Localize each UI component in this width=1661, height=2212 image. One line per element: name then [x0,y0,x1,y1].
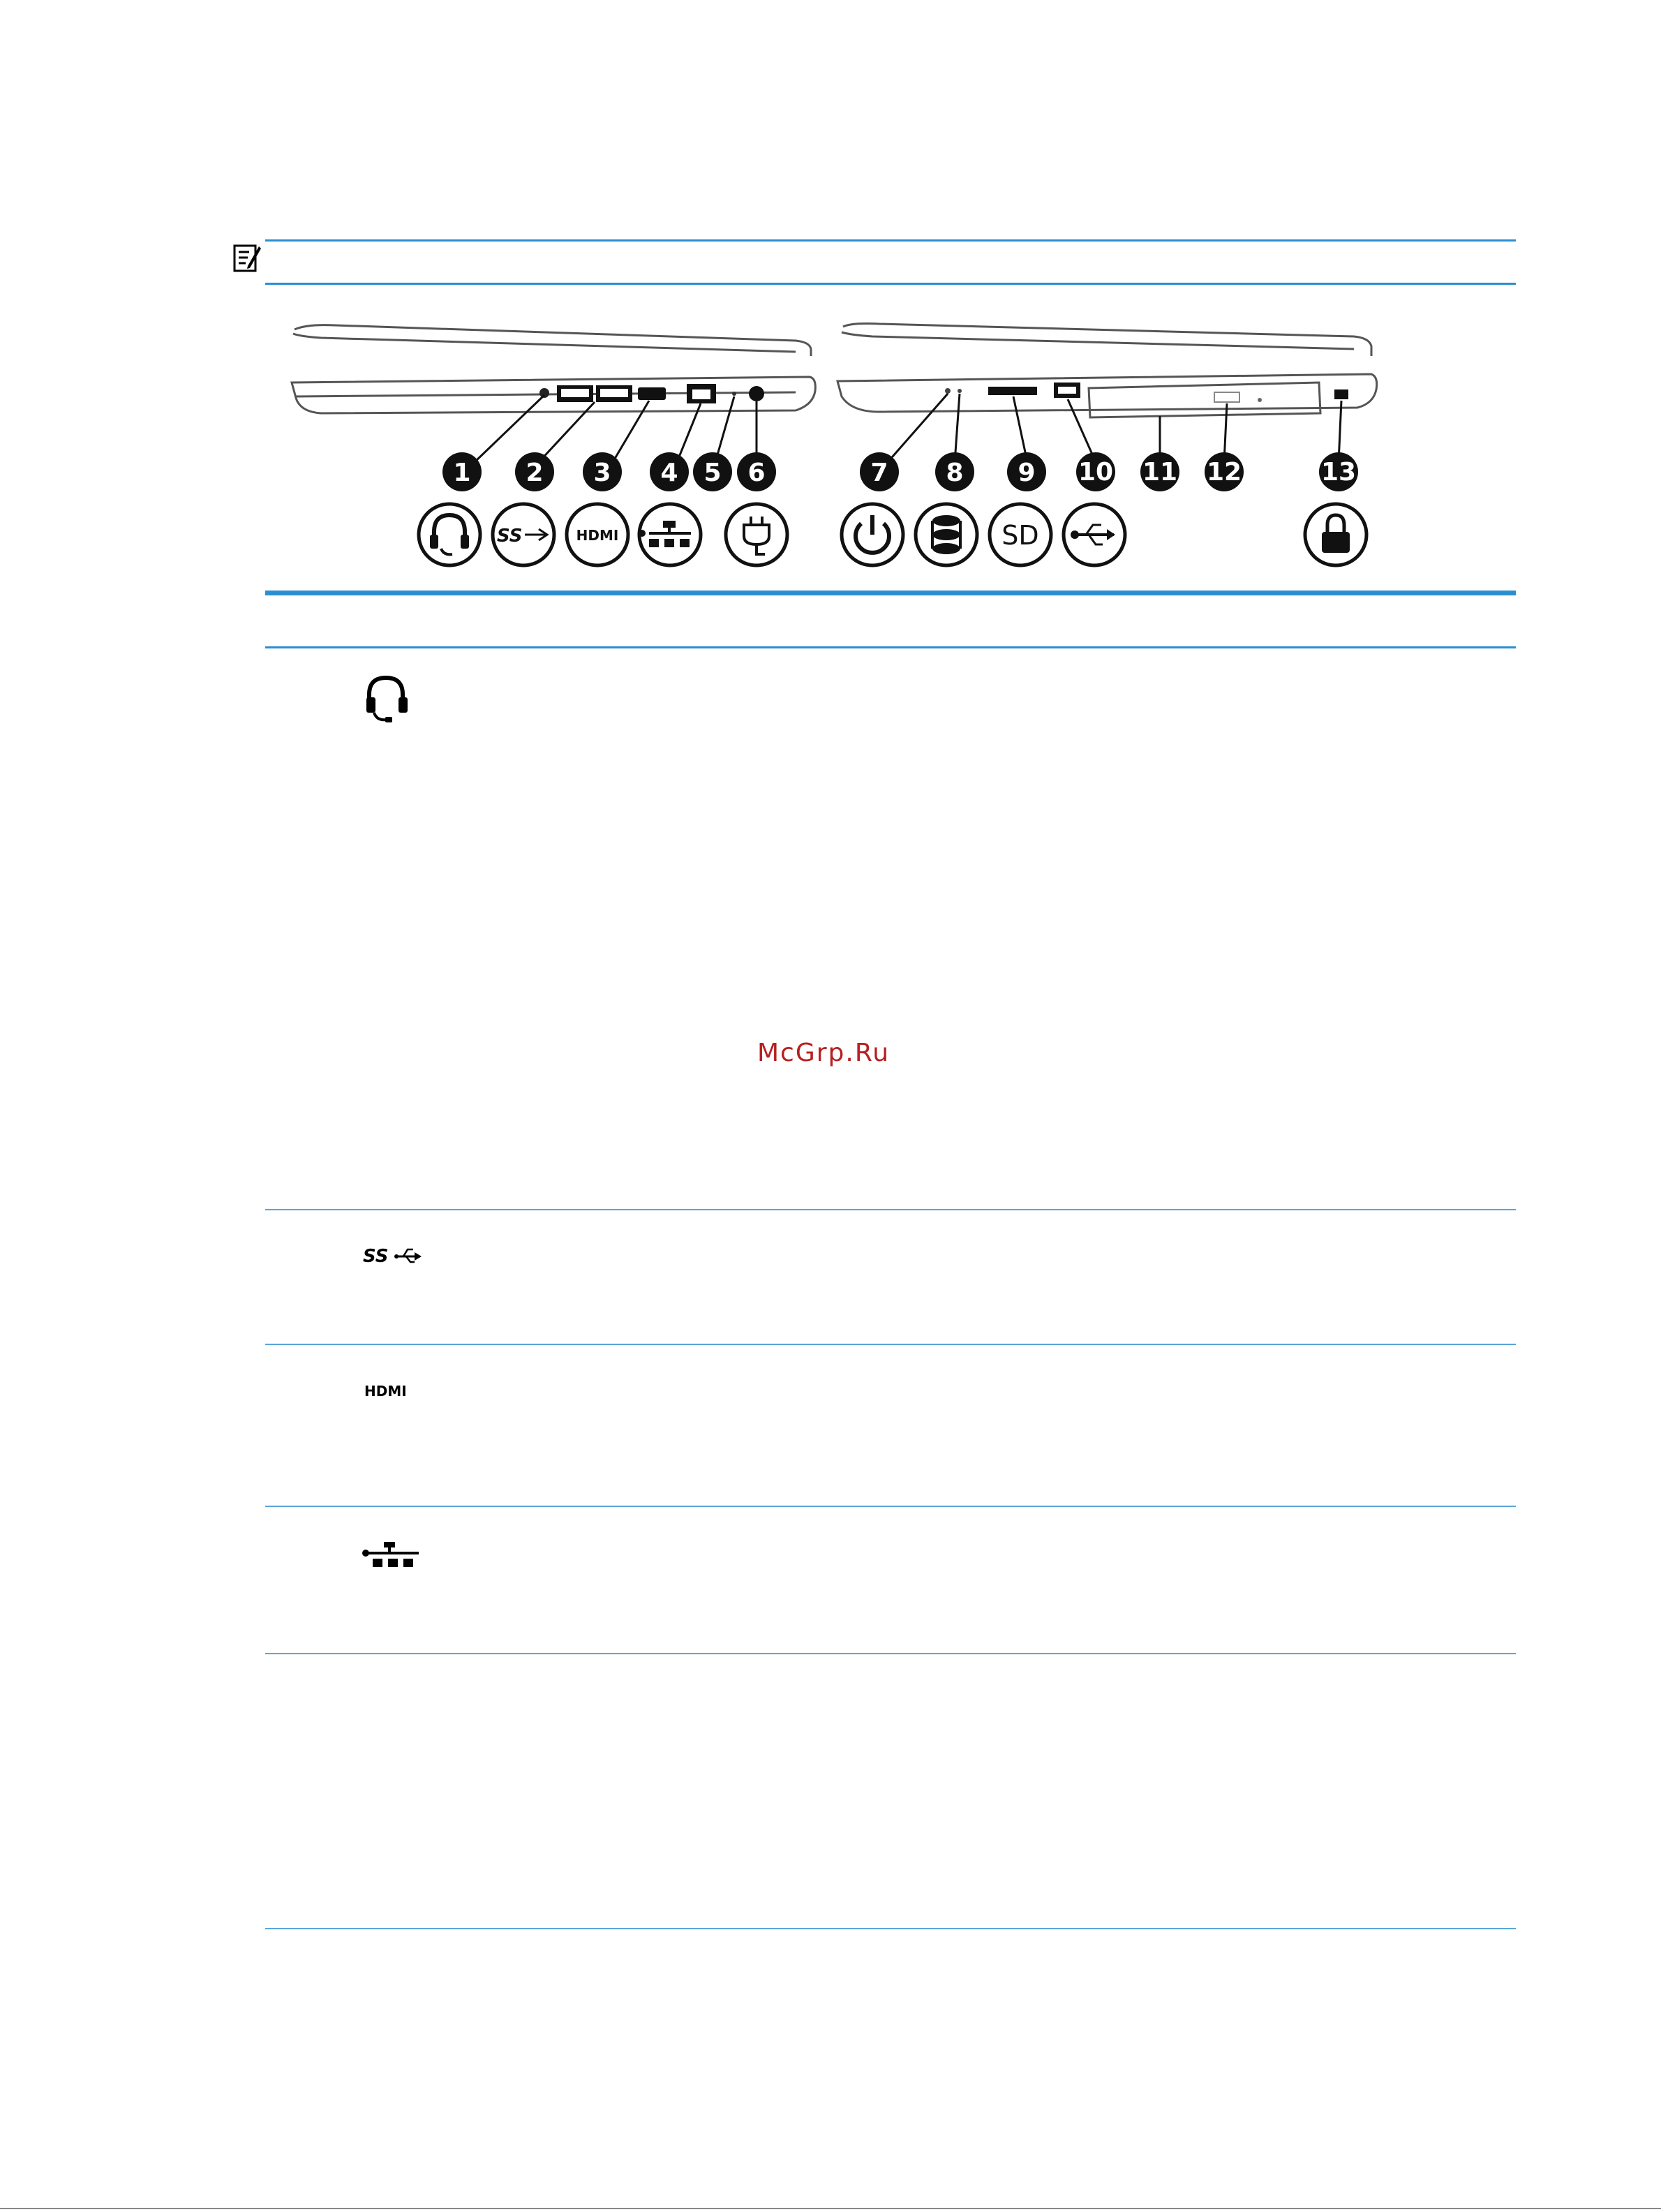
svg-text:HDMI: HDMI [576,527,619,544]
row-divider-3 [265,1506,1516,1507]
security-lock-icon [1305,504,1366,565]
row-divider-1 [265,1209,1516,1210]
table-top-rule [265,591,1516,595]
hdmi-icon [356,1381,426,1402]
rj45-network-icon [356,1539,426,1574]
callout-3 [583,452,622,491]
svg-text:6: 6 [747,459,766,487]
callout-5 [693,452,732,491]
callout-11 [1140,452,1179,491]
callout-10 [1076,452,1115,491]
callout-12 [1205,452,1244,491]
svg-text:SD: SD [1001,520,1039,551]
svg-text:11: 11 [1142,458,1178,487]
callouts [442,452,1358,491]
laptop-sides-figure [279,307,1396,579]
svg-text:4: 4 [660,459,678,487]
hdmi-icon [567,504,628,565]
svg-text:13: 13 [1320,458,1357,487]
callout-1 [442,452,482,491]
svg-text:SS: SS [497,526,523,547]
svg-text:8: 8 [946,459,964,487]
power-button-icon [842,504,903,565]
laptop-right-side [837,324,1377,413]
note-bottom-rule [265,283,1516,285]
drive-light-icon [916,504,977,565]
footer-rule [0,2208,1661,2209]
svg-text:3: 3 [593,459,611,487]
callout-8 [935,452,974,491]
svg-text:1: 1 [453,459,471,487]
svg-text:HDMI: HDMI [364,1383,407,1400]
usb-superspeed-icon [493,504,554,565]
rj45-network-icon [639,504,701,565]
callout-6 [737,452,776,491]
svg-text:12: 12 [1206,458,1242,487]
callout-13 [1319,452,1358,491]
note-icon [232,242,262,274]
table-header-rule [265,646,1516,648]
svg-text:7: 7 [870,459,888,487]
svg-text:2: 2 [526,459,544,487]
headset-icon [419,504,480,565]
watermark: McGrp.Ru [757,1039,891,1067]
power-plug-icon [726,504,787,565]
svg-text:9: 9 [1018,459,1036,487]
callout-2 [515,452,554,491]
svg-text:10: 10 [1078,458,1114,487]
callout-9 [1007,452,1046,491]
callout-7 [860,452,899,491]
svg-text:SS: SS [363,1246,389,1267]
usb-icon [1064,504,1125,565]
laptop-left-side [292,325,815,413]
usb-superspeed-icon [356,1241,426,1269]
row-divider-2 [265,1344,1516,1345]
headset-icon [356,667,419,729]
row-divider-4 [265,1653,1516,1654]
note-top-rule [265,239,1516,242]
table-bottom-rule [265,1928,1516,1929]
sd-card-icon [990,504,1051,565]
callout-4 [650,452,689,491]
svg-text:5: 5 [703,459,722,487]
